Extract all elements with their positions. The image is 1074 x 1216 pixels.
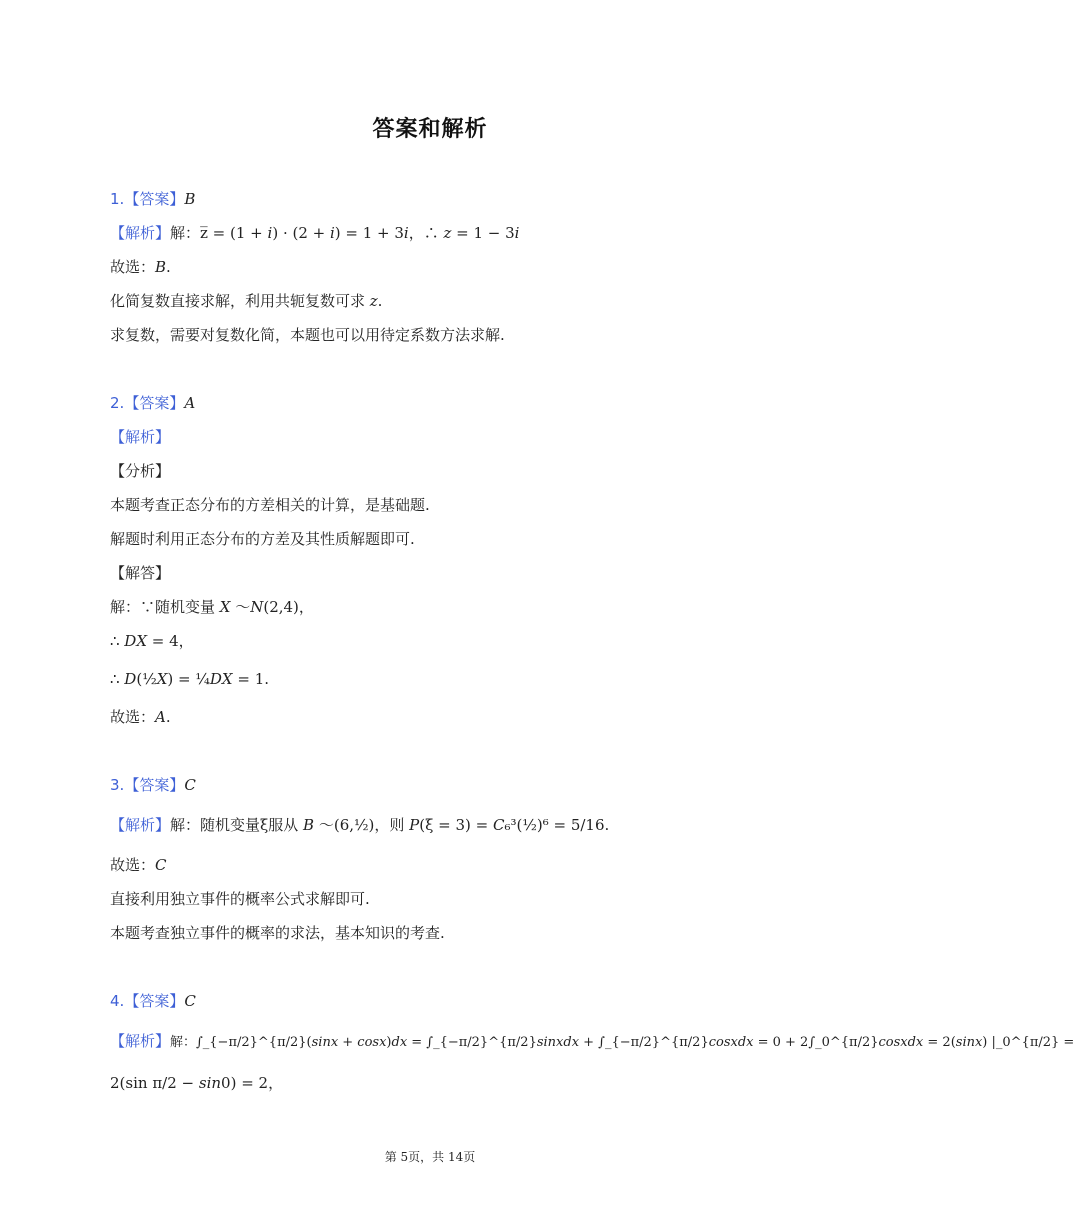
answer-value: A xyxy=(184,394,196,412)
item-4-line-1 xyxy=(110,1030,1074,1054)
analysis-tag: 【解析】 xyxy=(110,816,171,834)
line-text: 解：z̅ = (1 + 𝑖) · (2 + 𝑖) = 1 + 3𝑖，∴ 𝑧 = 1 − 3𝑖 xyxy=(170,224,520,242)
item-2-line-2: 【分析】 xyxy=(110,462,171,480)
item-1-answer-line xyxy=(110,188,195,210)
item-3-line-1 xyxy=(110,814,609,836)
item-1-line-3: 化简复数直接求解，利用共轭复数可求 𝑧. xyxy=(110,292,383,310)
item-2-line-5: 【解答】 xyxy=(110,564,171,582)
answer-tag: 【答案】 xyxy=(124,992,185,1010)
item-1-line-1 xyxy=(110,222,519,244)
line-text: 解：随机变量ξ服从 𝐵 ～(6,½)，则 𝑃(ξ = 3) = 𝐶₆³(½)⁶ = 5/16. xyxy=(170,816,610,834)
item-number: 3. xyxy=(110,776,125,794)
item-number: 4. xyxy=(110,992,125,1010)
page-title: 答案和解析 xyxy=(372,117,488,142)
item-3-line-4: 本题考查独立事件的概率的求法，基本知识的考查. xyxy=(110,924,445,942)
item-2-line-9: 故选：𝐴. xyxy=(110,708,171,726)
item-2-line-7: ∴ 𝐷𝑋 = 4， xyxy=(110,632,194,650)
analysis-tag: 【解析】 xyxy=(110,428,171,446)
line-text: 解：∫_{−π/2}^{π/2}(𝑠𝑖𝑛𝑥 + 𝑐𝑜𝑠𝑥)𝑑𝑥 = ∫_{−π/2}^{π/2}𝑠𝑖𝑛𝑥𝑑𝑥 + ∫_{−π/2}^{π/2}𝑐𝑜𝑠𝑥𝑑𝑥 = 0 + 2∫_0^{π/2}𝑐𝑜𝑠𝑥𝑑𝑥 = 2(𝑠𝑖𝑛𝑥) |_0^{π/2} = xyxy=(170,1035,1074,1050)
item-number: 1. xyxy=(110,190,125,208)
item-3-line-3: 直接利用独立事件的概率公式求解即可. xyxy=(110,890,370,908)
item-number: 2. xyxy=(110,394,125,412)
answer-tag: 【答案】 xyxy=(124,190,185,208)
answer-tag: 【答案】 xyxy=(124,776,185,794)
item-2-line-3: 本题考查正态分布的方差相关的计算，是基础题. xyxy=(110,496,430,514)
answer-tag: 【答案】 xyxy=(124,394,185,412)
analysis-tag: 【解析】 xyxy=(110,1032,171,1050)
item-2-line-6: 解：∵随机变量 𝑋 ～𝑁(2,4)， xyxy=(110,598,314,616)
item-4-line-2: 2(sin π/2 − 𝑠𝑖𝑛0) = 2， xyxy=(110,1074,284,1092)
item-2-line-4: 解题时利用正态分布的方差及其性质解题即可. xyxy=(110,530,415,548)
item-3-answer-line xyxy=(110,774,196,796)
item-2-answer-line xyxy=(110,392,195,414)
item-3-line-2: 故选：𝐶 xyxy=(110,856,167,874)
item-4-answer-line xyxy=(110,990,196,1012)
item-1-line-2: 故选：𝐵. xyxy=(110,258,171,276)
answer-value: C xyxy=(184,776,196,794)
item-1-line-4: 求复数，需要对复数化简，本题也可以用待定系数方法求解. xyxy=(110,326,505,344)
item-2-line-8: ∴ 𝐷(½𝑋) = ¼𝐷𝑋 = 1. xyxy=(110,670,270,688)
page-footer: 第 5页，共 14页 xyxy=(384,1150,476,1164)
analysis-tag: 【解析】 xyxy=(110,224,171,242)
answer-value: C xyxy=(184,992,196,1010)
answer-value: B xyxy=(184,190,196,208)
item-2-line-1 xyxy=(110,426,170,448)
